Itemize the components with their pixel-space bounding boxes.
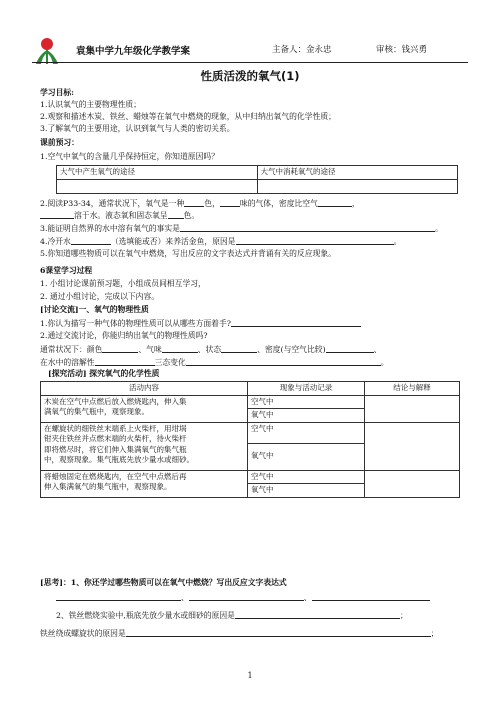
env-cell[interactable]: 氧气中 (248, 484, 365, 498)
activity-content-candle: 将蜡烛固定在燃烧匙内，在空气中点燃后再 伸入集满氧气的集气瓶中，观察现象。 (41, 470, 248, 497)
reviewer-label: 审核：钱兴勇 (376, 45, 428, 55)
discussion-question-2: 2.通过交流讨论，你能归纳出氧气的物理性质吗? (40, 331, 208, 340)
answer-blank[interactable] (180, 223, 435, 232)
env-cell[interactable]: 空气中 (248, 395, 365, 409)
answer-blank[interactable] (71, 236, 111, 245)
header-divider (32, 62, 468, 63)
thinking-question-1: [思考]：1、你还学过哪些物质可以在氧气中燃烧？写出反应文字表达式 (40, 578, 287, 587)
answer-blank[interactable] (312, 592, 430, 601)
page-number: 1 (247, 671, 253, 680)
answer-blank[interactable] (189, 592, 304, 601)
class-process-heading: 6课堂学习过程 (40, 266, 93, 275)
thinking-question-2: 2、铁丝燃烧实验中,瓶底先放少量水或细砂的原因是 ； (56, 611, 408, 620)
preview-question-2: 2.阅读P33-34，通常状况下，氧气是一种 色， 味的气体，密度比空气 ， (40, 199, 360, 208)
odor-blank[interactable] (162, 344, 198, 353)
conclusion-cell[interactable] (365, 470, 460, 497)
chemical-properties-table (40, 381, 460, 498)
class-step: 1. 小组讨论课前预习题，小组成员间相互学习， (40, 279, 206, 288)
table-header: 活动内容 (41, 382, 248, 396)
discussion-heading: [讨论交流]一、氧气的物理性质 (40, 305, 149, 314)
phase-change-blank[interactable] (186, 357, 381, 366)
env-cell[interactable]: 氧气中 (248, 409, 365, 423)
answer-blank[interactable] (56, 592, 181, 601)
preview-heading: 课前预习： (40, 138, 79, 147)
preparer-label: 主备人：金永忠 (272, 45, 332, 55)
env-cell[interactable]: 空气中 (248, 470, 365, 484)
answer-blank[interactable] (231, 318, 361, 327)
answer-blank[interactable] (236, 236, 394, 245)
physical-properties-line: 通常状况下：颜色 、气味 、状态 、密度(与空气比较) 、 (40, 345, 382, 354)
activity-content-iron: 在螺旋状的细铁丝末端系上火柴杆，用坩埚 钳夹住铁丝并点燃末端的火柴杆，待火柴杆 即将燃尽时，将它们伸入集满氧气的集气瓶 中，观察现象。集气瓶底先放少量水或细砂。 (41, 422, 248, 470)
answer-blank[interactable] (168, 210, 184, 219)
answer-blank[interactable] (235, 610, 400, 619)
oxygen-balance-table (56, 165, 458, 194)
conclusion-cell[interactable] (365, 422, 460, 470)
objective-item: 2.观察和描述木炭、铁丝、蜡烛等在氧气中燃烧的现象，从中归纳出氧气的化学性质； (40, 112, 336, 121)
state-blank[interactable] (221, 344, 257, 353)
answer-blank[interactable] (40, 210, 74, 219)
color-blank[interactable] (102, 344, 138, 353)
objective-item: 3.了解氧气的主要用途，认识到氧气与人类的密切关系。 (40, 124, 235, 133)
conclusion-cell[interactable] (365, 395, 460, 422)
preview-question-3: 3.能证明自然界的水中溶有氧气的事实是 。 (40, 224, 443, 233)
thinking-answer-line: 、 、 (56, 592, 430, 603)
table-header: 大气中消耗氧气的途径 (257, 166, 458, 180)
answer-blank[interactable] (126, 628, 431, 637)
table-header: 现象与活动记录 (248, 382, 365, 396)
solubility-blank[interactable] (95, 357, 155, 366)
answer-blank[interactable] (220, 198, 240, 207)
env-cell[interactable]: 空气中 (248, 422, 365, 443)
physical-properties-line-2: 在水中的溶解性 三态变化 。 (40, 358, 389, 367)
activity-content-charcoal: 木炭在空气中点燃后放入燃烧匙内，伸入集 满氧气的集气瓶中，观察现象。 (41, 395, 248, 422)
school-name: 袁集中学九年级化学教学案 (76, 46, 191, 57)
table-header: 大气中产生氧气的途径 (57, 166, 258, 180)
objectives-heading: 学习目标: (40, 88, 75, 97)
preview-question-5: 5.你知道哪些物质可以在氧气中燃烧，写出反应的文字表达式并背诵有关的反应现象。 (40, 249, 336, 258)
preview-question-4: 4.冷开水 （选填能或否）来养活金鱼，原因是 。 (40, 237, 402, 246)
preview-question-1: 1.空气中氧气的含量几乎保持恒定，你知道原因吗？ (40, 152, 219, 161)
page-title: 性质活泼的氧气(1) (200, 69, 300, 83)
class-step: 2. 通过小组讨论，完成以下内容。 (40, 292, 160, 301)
density-blank[interactable] (326, 344, 374, 353)
discussion-question-1: 1.你认为描写一种气体的物理性质可以从哪些方面着手? (40, 318, 361, 329)
answer-blank[interactable] (318, 198, 352, 207)
answer-blank[interactable] (184, 198, 204, 207)
thinking-question-3: 铁丝绕成螺旋状的原因是 ； (40, 629, 439, 638)
answer-cell[interactable] (57, 179, 258, 193)
activity-title: [探究活动] 探究氧气的化学性质 (48, 369, 160, 378)
table-header: 结论与解释 (365, 382, 460, 396)
answer-cell[interactable] (257, 179, 458, 193)
env-cell[interactable]: 氧气中 (248, 443, 365, 470)
preview-question-2-cont: 溶于水。液态氧和固态氧呈 色。 (40, 210, 199, 221)
objective-item: 1.认识氧气的主要物理性质； (40, 100, 142, 109)
